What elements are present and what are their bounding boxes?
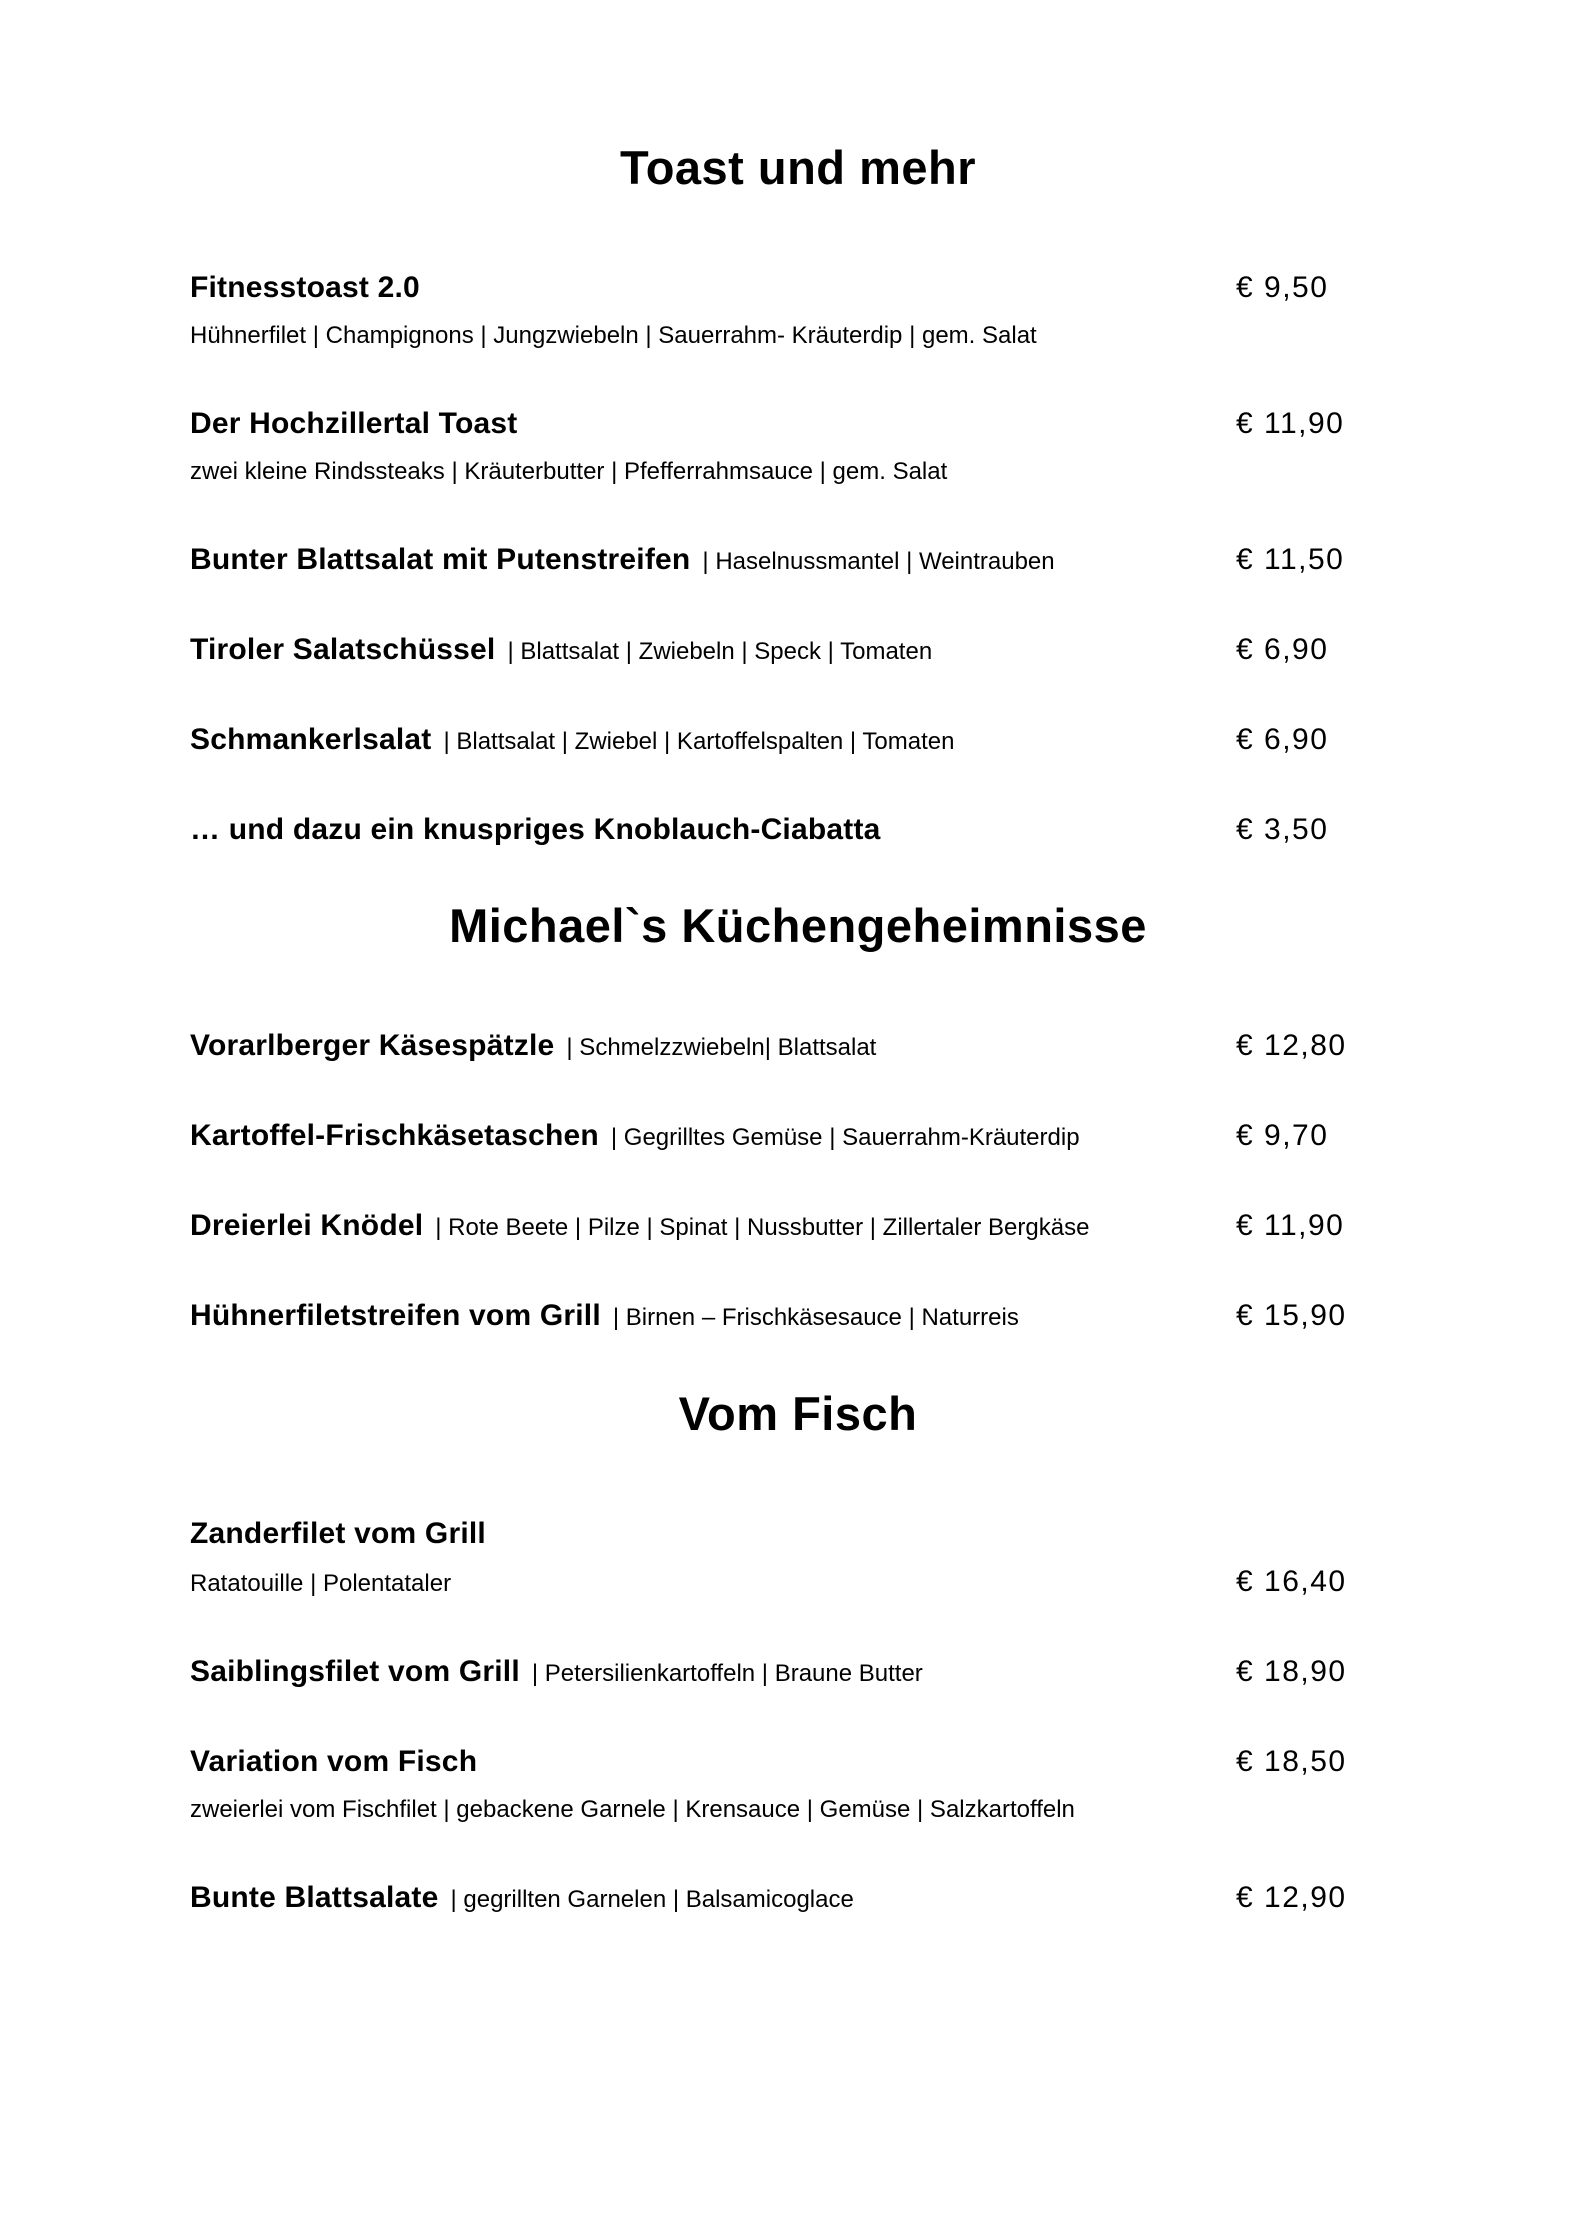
item-name: Hühnerfiletstreifen vom Grill bbox=[190, 1299, 601, 1332]
item-description: | Rote Beete | Pilze | Spinat | Nussbutter | Zillertaler Bergkäse bbox=[435, 1214, 1090, 1241]
item-name: Vorarlberger Käsespätzle bbox=[190, 1029, 555, 1062]
section-title: Vom Fisch bbox=[678, 1387, 918, 1440]
menu-item bbox=[190, 268, 1406, 356]
item-price: € 11,90 bbox=[1236, 407, 1345, 440]
item-description: | Blattsalat | Zwiebel | Kartoffelspalten | Tomaten bbox=[443, 728, 955, 755]
item-description: | gegrillten Garnelen | Balsamicoglace bbox=[450, 1886, 854, 1913]
item-price: € 9,70 bbox=[1236, 1119, 1329, 1152]
item-price: € 6,90 bbox=[1236, 723, 1329, 756]
item-price: € 15,90 bbox=[1236, 1299, 1347, 1332]
item-price: € 18,50 bbox=[1236, 1745, 1347, 1778]
menu-item bbox=[190, 404, 1406, 492]
item-description: zwei kleine Rindssteaks | Kräuterbutter | Pfefferrahmsauce | gem. Salat bbox=[190, 458, 948, 485]
menu-item bbox=[190, 1296, 1406, 1338]
menu-item bbox=[190, 720, 1406, 762]
menu-item bbox=[190, 1026, 1406, 1068]
item-price: € 9,50 bbox=[1236, 271, 1329, 304]
item-description: zweierlei vom Fischfilet | gebackene Garnele | Krensauce | Gemüse | Salzkartoffeln bbox=[190, 1796, 1075, 1823]
menu-item bbox=[190, 1878, 1406, 1920]
item-description: | Petersilienkartoffeln | Braune Butter bbox=[531, 1660, 923, 1687]
item-name: Saiblingsfilet vom Grill bbox=[190, 1655, 520, 1688]
item-name: Zanderfilet vom Grill bbox=[190, 1517, 486, 1550]
item-price: € 11,90 bbox=[1236, 1209, 1345, 1242]
menu-item bbox=[190, 1116, 1406, 1158]
item-price: € 12,80 bbox=[1236, 1029, 1347, 1062]
item-description: | Blattsalat | Zwiebeln | Speck | Tomaten bbox=[507, 638, 933, 665]
section-title: Michael`s Küchengeheimnisse bbox=[449, 899, 1147, 952]
item-description: | Haselnussmantel | Weintrauben bbox=[702, 548, 1055, 575]
section-title: Toast und mehr bbox=[619, 141, 977, 194]
item-name: Fitnesstoast 2.0 bbox=[190, 271, 420, 304]
menu-item bbox=[190, 1514, 1406, 1604]
item-name: Variation vom Fisch bbox=[190, 1745, 478, 1778]
item-description: | Schmelzzwiebeln| Blattsalat bbox=[566, 1034, 877, 1061]
item-description: Ratatouille | Polentataler bbox=[190, 1570, 452, 1597]
menu-item bbox=[190, 540, 1406, 582]
item-price: € 3,50 bbox=[1236, 813, 1329, 846]
item-name: Schmankerlsalat bbox=[190, 723, 432, 756]
item-name: … und dazu ein knuspriges Knoblauch-Ciabatta bbox=[190, 813, 881, 846]
item-description: | Birnen – Frischkäsesauce | Naturreis bbox=[612, 1304, 1019, 1331]
item-price: € 12,90 bbox=[1236, 1881, 1347, 1914]
menu-item bbox=[190, 1742, 1406, 1830]
menu-item bbox=[190, 1206, 1406, 1248]
item-name: Kartoffel-Frischkäsetaschen bbox=[190, 1119, 599, 1152]
item-price: € 18,90 bbox=[1236, 1655, 1347, 1688]
item-price: € 6,90 bbox=[1236, 633, 1329, 666]
menu-item bbox=[190, 810, 1406, 850]
item-price: € 16,40 bbox=[1236, 1565, 1347, 1598]
item-name: Bunter Blattsalat mit Putenstreifen bbox=[190, 543, 691, 576]
menu-item bbox=[190, 630, 1406, 672]
menu-item bbox=[190, 1652, 1406, 1694]
item-name: Bunte Blattsalate bbox=[190, 1881, 439, 1914]
item-description: | Gegrilltes Gemüse | Sauerrahm-Kräuterdip bbox=[610, 1124, 1080, 1151]
item-price: € 11,50 bbox=[1236, 543, 1345, 576]
item-description: Hühnerfilet | Champignons | Jungzwiebeln | Sauerrahm- Kräuterdip | gem. Salat bbox=[190, 322, 1037, 349]
item-name: Dreierlei Knödel bbox=[190, 1209, 424, 1242]
item-name: Der Hochzillertal Toast bbox=[190, 407, 518, 440]
item-name: Tiroler Salatschüssel bbox=[190, 633, 496, 666]
